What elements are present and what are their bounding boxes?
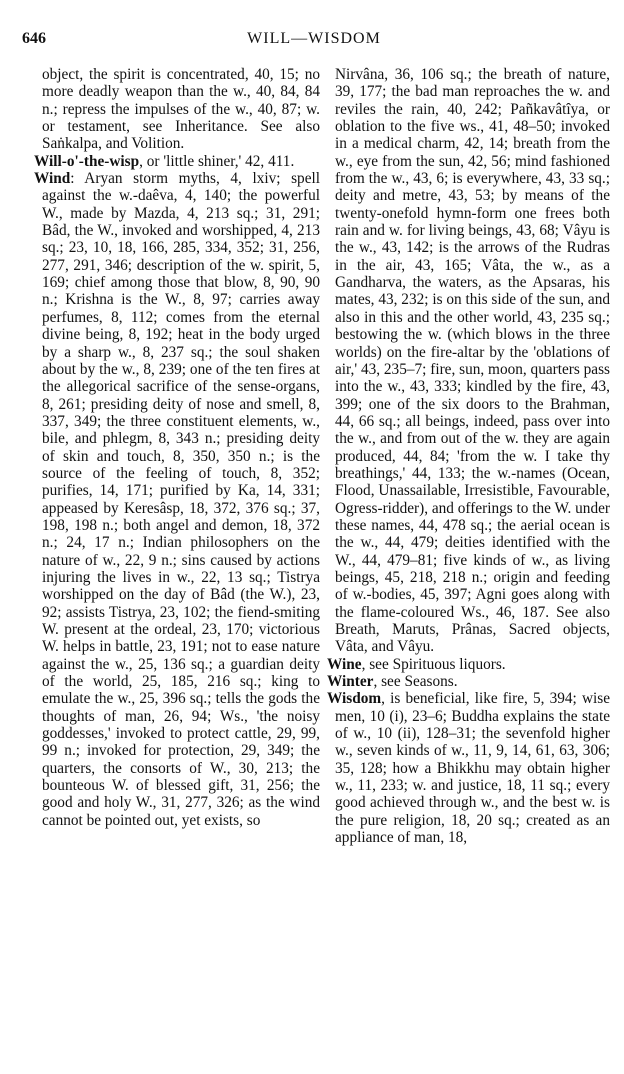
page-number: 646 — [22, 30, 46, 47]
index-entry: object, the spirit is concentrated, 40, 15; no more deadly weapon than the w., 40, 84, 84 n.; repress the impulses of the w., 40, 87; w. or testament, see Inheritance. See also Saṅkalpa, and Volition. — [42, 66, 320, 153]
index-entry: Nirvâna, 36, 106 sq.; the breath of nature, 39, 177; the bad man reproaches the w. and reviles the rain, 40, 242; Pañkavâtîya, or oblation to the five ws., 41, 48–50; invoked in a medical charm, 42, 14; breath from the w., eye from the sun, 42, 56; mind fashioned from the w., 43, 6; is everywhere, 43, 33 sq.; deity and metre, 43, 53; by means of the twenty-onefold hymn-form one frees both rain and w. for living beings, 43, 68; Vâyu is the w., 43, 142; is the arrows of the Rudras in the air, 43, 165; Vâta, the w., as a Gandharva, the waters, as the Apsaras, his mates, 43, 232; is on this side of the sun, and also in this and the other world, 43, 235 sq.; bestowing the w. (which blows in the three worlds) on the fire-altar by the 'oblations of air,' 43, 235–7; fire, sun, moon, quarters pass into the w., 43, 333; kindled by the fire, 43, 399; one of the six doors to the Brahman, 44, 66 sq.; all beings, indeed, pass over into the w., and from out of the w. they are again produced, 44, 84; 'from the w. I take thy breathings,' 44, 133; the w.-names (Ocean, Flood, Unassailable, Irresistible, Favourable, Ogress-ridder), and offerings to the W. under these names, 44, 478 sq.; the aerial ocean is the w., 44, 479; deities identified with the W., 44, 479–81; five kinds of w., as living beings, 45, 218, 218 n.; origin and feeding of w.-bodies, 45, 397; Agni goes along with the flame-coloured Ws., 46, 187. See also Breath, Maruts, Prânas, Sacred objects, Vâta, and Vâyu. — [335, 66, 610, 656]
headword: Wine — [327, 655, 362, 673]
page-header — [22, 30, 606, 52]
index-entry: Wind: Aryan storm myths, 4, lxiv; spell against the w.-daêva, 4, 140; the powerful W., made by Mazda, 4, 213 sq.; 31, 291; Bâd, the W., invoked and worshipped, 4, 213 sq.; 23, 10, 18, 166, 285, 334, 352; 31, 256, 277, 291, 346; description of the w. spirit, 5, 169; chief among those that blow, 8, 90, 90 n.; Krishna is the W., 8, 97; carries away perfumes, 8, 112; comes from the eternal divine being, 8, 192; heat in the body urged by a sharp w., 8, 237 sq.; the soul shaken about by the w., 8, 239; one of the ten fires at the allegorical sacrifice of the sense-organs, 8, 261; presiding deity of nose and smell, 8, 337, 349; the three constituent elements, w., bile, and phlegm, 8, 343 n.; presiding deity of skin and touch, 8, 350, 350 n.; is the source of the feeling of touch, 8, 352; purifies, 14, 171; purified by Ka, 14, 331; appeased by Keresâsp, 18, 372, 376 sq.; 37, 198, 198 n.; both angel and demon, 18, 372 n.; 24, 17 n.; Indian philosophers on the nature of w., 22, 9 n.; sins caused by actions injuring the lives in w., 22, 13 sq.; Tistrya worshipped on the day of Bâd (the W.), 23, 92; assists Tistrya, 23, 102; the fiend-smiting W. present at the ordeal, 23, 170; victorious W. helps in battle, 23, 191; not to ease nature against the w., 25, 136 sq.; a guardian deity of the world, 25, 185, 216 sq.; king to emulate the w., 25, 396 sq.; tells the gods the thoughts of man, 26, 94; Ws., 'the noisy goddesses,' invoked to protect cattle, 29, 99, 99 n.; invoked for protection, 29, 349; the quarters, the consorts of W., 30, 213; the bounteous W. of blessed gift, 31, 256; the good and holy W., 31, 277, 326; as the wind cannot be pointed out, yet exists, so — [34, 170, 320, 829]
headword: Wind — [34, 170, 71, 188]
right-column — [327, 66, 610, 846]
running-head: WILL—WISDOM — [247, 30, 381, 47]
headword: Wisdom — [327, 690, 382, 708]
headword: Winter — [327, 673, 374, 691]
headword: Will-o'-the-wisp — [34, 152, 140, 170]
left-column — [34, 66, 320, 829]
index-entry: Wine, see Spirituous liquors. — [327, 655, 506, 673]
index-entry: Will-o'-the-wisp, or 'little shiner,' 42, 411. — [34, 152, 295, 170]
index-entry: Wisdom, is beneficial, like fire, 5, 394; wise men, 10 (i), 23–6; Buddha explains the state of w., 10 (ii), 128–31; the sevenfold higher w., seven kinds of w., 11, 9, 14, 61, 63, 306; 35, 128; how a Bhikkhu may obtain higher w., 11, 233; w. and justice, 18, 11 sq.; every good achieved through w., and the best w. is the pure religion, 18, 20 sq.; created as an appliance of man, 18, — [327, 690, 610, 847]
index-entry: Winter, see Seasons. — [327, 673, 458, 691]
